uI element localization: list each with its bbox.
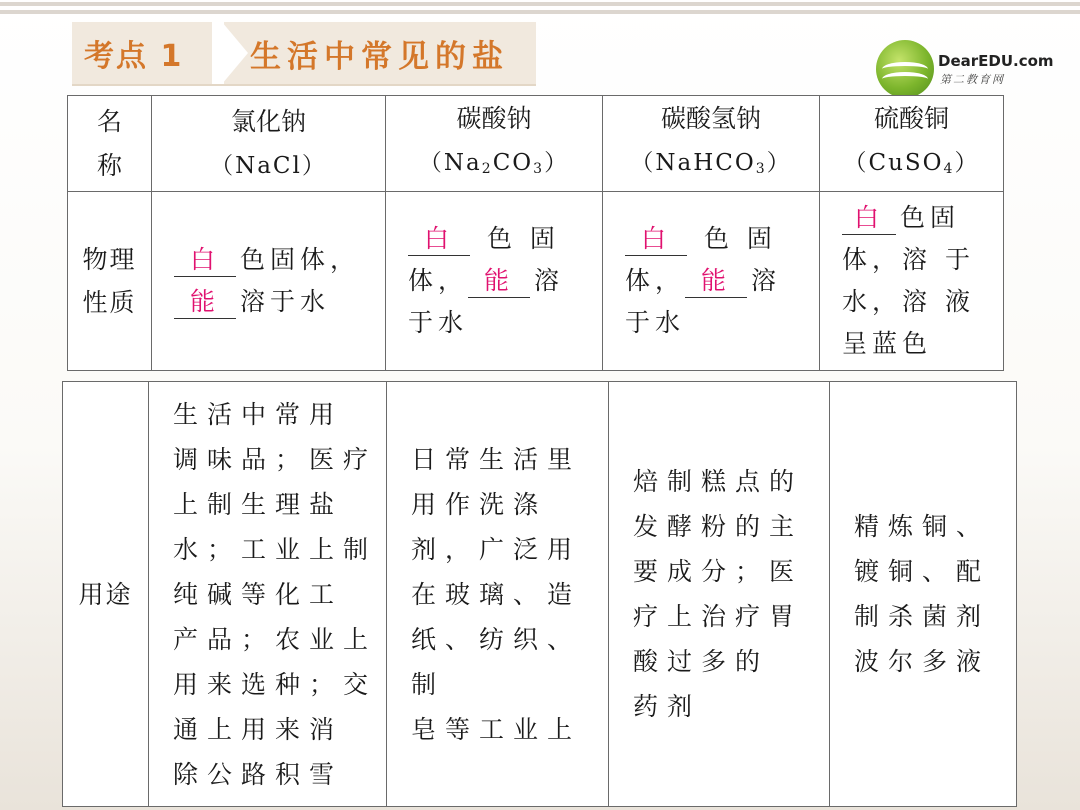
- col-header-na2co3: 碳酸钠 $(Na_2CO_3)$: [386, 96, 603, 192]
- col-header-nacl: 氯化钠 （NaCl）: [152, 96, 386, 192]
- physical-nahco3: 白 色 固 体， 能 溶 于水: [603, 192, 820, 371]
- site-logo: [872, 38, 1062, 98]
- answer-blank: 能: [685, 265, 747, 298]
- physical-cuso4: 白 色固 体，溶 于 水，溶 液 呈蓝色: [820, 192, 1004, 371]
- physical-nacl: 白 色固体， 能 溶于水: [152, 192, 386, 371]
- logo-name: DearEDU.com: [938, 52, 1054, 70]
- uses-nacl: 生活中常用 调味品；医疗 上制生理盐 水；工业上制 纯碱等化工 产品；农业上 用来选种；交 通上用来消 除公路积雪: [149, 382, 387, 807]
- uses-cuso4: 精炼铜、 镀铜、配 制杀菌剂 波尔多液: [830, 382, 1017, 807]
- uses-na2co3: 日常生活里 用作洗涤 剂，广泛用 在玻璃、造 纸、纺织、制 皂等工业上: [387, 382, 609, 807]
- salt-table-top: [67, 95, 1004, 371]
- uses-label: 用途: [63, 382, 149, 807]
- answer-blank: 能: [174, 286, 236, 319]
- physical-row: [68, 192, 1004, 371]
- answer-blank: 白: [842, 202, 896, 235]
- logo-subtitle: 第二教育网: [940, 73, 1005, 86]
- arrow-right-icon: [222, 22, 248, 84]
- section-title: 生活中常见的盐: [250, 38, 509, 75]
- col-header-nahco3: 碳酸氢钠 （NaHCO$_3$）: [603, 96, 820, 192]
- answer-blank: 白: [408, 223, 470, 256]
- name-header: 名 称: [68, 96, 152, 192]
- answer-blank: 白: [625, 223, 687, 256]
- section-header: [72, 22, 536, 86]
- top-stripe-2: [0, 10, 1080, 14]
- answer-blank: 能: [468, 265, 530, 298]
- header-row: [68, 96, 1004, 192]
- uses-nahco3: 焙制糕点的 发酵粉的主 要成分；医 疗上治疗胃 酸过多的 药剂: [609, 382, 830, 807]
- section-label: 考点 1: [84, 39, 184, 74]
- salt-table-uses: [62, 381, 1017, 807]
- answer-blank: 白: [174, 244, 236, 277]
- uses-row: [63, 382, 1017, 807]
- logo-globe-icon: [876, 40, 934, 98]
- col-header-cuso4: 硫酸铜 （CuSO$_4$）: [820, 96, 1004, 192]
- physical-label: 物理 性质: [68, 192, 152, 371]
- physical-na2co3: 白 色 固 体， 能 溶 于水: [386, 192, 603, 371]
- top-stripe: [0, 2, 1080, 6]
